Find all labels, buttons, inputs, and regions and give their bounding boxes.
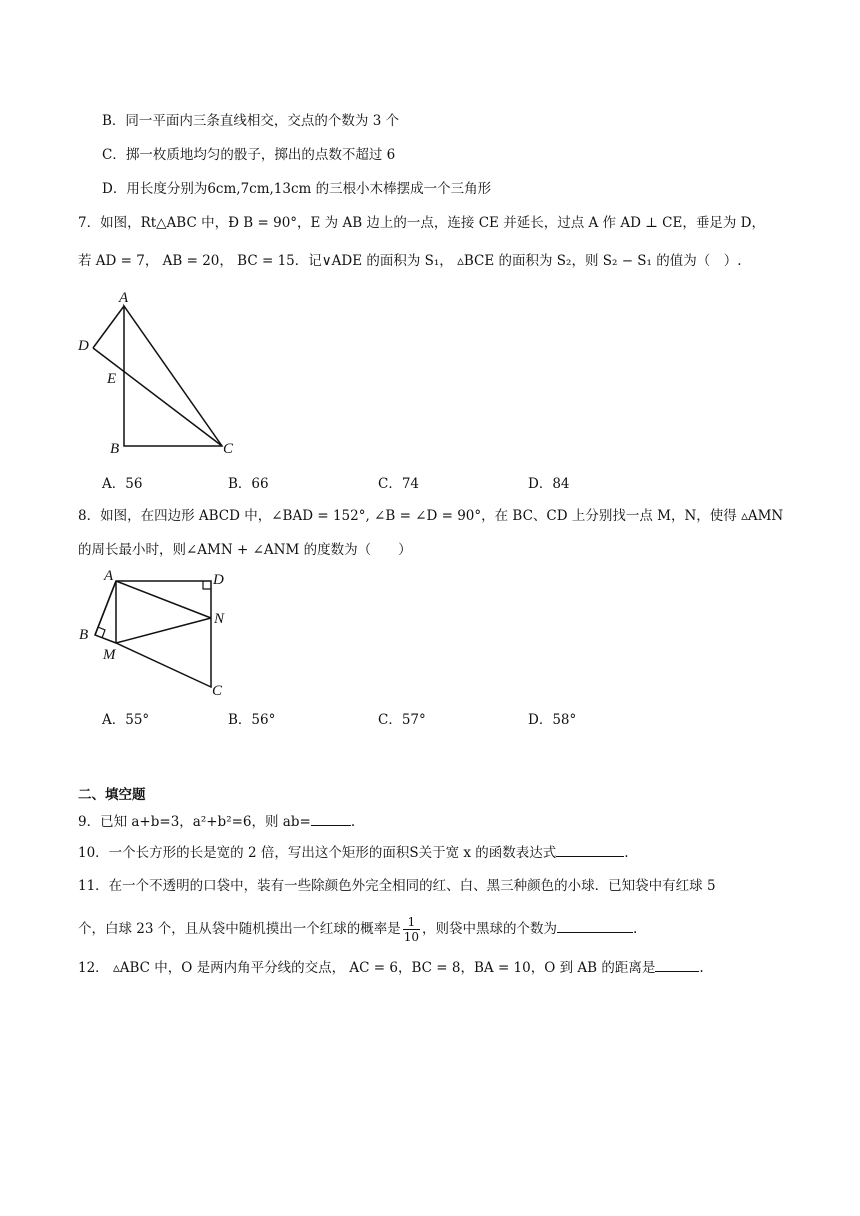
q8-stem-line2: 的周长最小时，则∠AMN + ∠ANM 的度数为（ ） xyxy=(78,542,412,558)
q8-label-n: N xyxy=(214,611,225,627)
q7-option-d: D．84 xyxy=(528,476,570,492)
q9-end: . xyxy=(350,814,356,830)
q7-segment-dc xyxy=(93,348,222,446)
q7-option-c: C．74 xyxy=(378,476,420,492)
q6-option-d: D．用长度分别为6cm,7cm,13cm 的三根小木棒摆成一个三角形 xyxy=(102,181,492,197)
q9-text: 9．已知 a+b=3，a²+b²=6，则 ab= xyxy=(78,814,311,830)
q11-probability-fraction xyxy=(403,915,420,944)
q8-right-angle-d xyxy=(203,581,211,589)
q8-label-m: M xyxy=(103,647,116,663)
q8-segment-mn xyxy=(116,618,211,643)
q8-label-c: C xyxy=(212,683,223,699)
q7-option-a: A．56 xyxy=(102,476,143,492)
q8-segment-an xyxy=(116,581,211,618)
q10-answer-blank[interactable] xyxy=(556,842,624,857)
q7-stem-line2: 若 AD = 7， AB = 20， BC = 15．记∨ADE 的面积为 S₁， ▵BCE 的面积为 S₂，则 S₂ − S₁ 的值为（ ）. xyxy=(78,253,742,269)
q11-text-a: 个，白球 23 个，且从袋中随机摸出一个红球的概率是 xyxy=(78,921,401,937)
q7-segment-ad xyxy=(93,306,124,348)
q7-figure xyxy=(70,284,250,464)
q10-end: . xyxy=(624,845,629,861)
q11-answer-blank[interactable] xyxy=(557,918,633,933)
q11-stem-line2 xyxy=(78,911,637,947)
q8-option-c: C．57° xyxy=(378,712,426,728)
q7-options xyxy=(102,472,662,492)
q8-stem-line1: 8．如图，在四边形 ABCD 中，∠BAD = 152°, ∠B = ∠D = 90°，在 BC、CD 上分别找一点 M，N，使得 ▵AMN xyxy=(78,508,784,524)
q10-stem xyxy=(78,842,629,863)
q8-options xyxy=(102,708,662,728)
q11-text-b: ，则袋中黑球的个数为 xyxy=(422,921,558,937)
q8-option-d: D．58° xyxy=(528,712,577,728)
q9-answer-blank[interactable] xyxy=(311,811,351,826)
q7-label-a: A xyxy=(119,290,129,306)
q6-option-b: B．同一平面内三条直线相交，交点的个数为 3 个 xyxy=(102,113,400,129)
q7-label-c: C xyxy=(223,441,234,457)
q8-figure xyxy=(70,566,250,706)
q7-label-d: D xyxy=(78,338,89,354)
q7-stem-line1: 7．如图，Rt△ABC 中，Ð B = 90°，E 为 AB 边上的一点，连接 CE 并延长，过点 A 作 AD ⊥ CE，垂足为 D， xyxy=(78,215,765,231)
q12-end: . xyxy=(699,960,704,976)
q8-label-a: A xyxy=(104,568,114,584)
q12-stem xyxy=(78,957,704,978)
q8-label-d: D xyxy=(213,572,224,588)
q9-stem xyxy=(78,811,355,832)
q12-text: 12． ▵ABC 中，O 是两内角平分线的交点， AC = 6，BC = 8，BA = 10，O 到 AB 的距离是 xyxy=(78,960,656,976)
q11-end: . xyxy=(633,921,638,937)
q10-text: 10．一个长方形的长是宽的 2 倍，写出这个矩形的面积S关于宽 x 的函数表达式 xyxy=(78,845,557,861)
q11-fraction-denominator: 10 xyxy=(403,930,420,944)
q7-option-b: B．66 xyxy=(228,476,269,492)
q11-stem-line1: 11．在一个不透明的口袋中，装有一些除颜色外完全相同的红、白、黑三种颜色的小球．已知袋中有红球 5 xyxy=(78,878,716,894)
q12-answer-blank[interactable] xyxy=(655,957,699,972)
q7-triangle-abc xyxy=(124,306,222,446)
q8-label-b: B xyxy=(79,627,89,643)
q8-option-a: A．55° xyxy=(102,712,150,728)
section-title-fill-in: 二、填空题 xyxy=(78,787,146,803)
q7-label-e: E xyxy=(107,371,117,387)
q6-option-c: C．掷一枚质地均匀的骰子，掷出的点数不超过 6 xyxy=(102,147,396,163)
q11-fraction-numerator: 1 xyxy=(403,915,420,930)
q7-label-b: B xyxy=(110,441,120,457)
q8-option-b: B．56° xyxy=(228,712,276,728)
